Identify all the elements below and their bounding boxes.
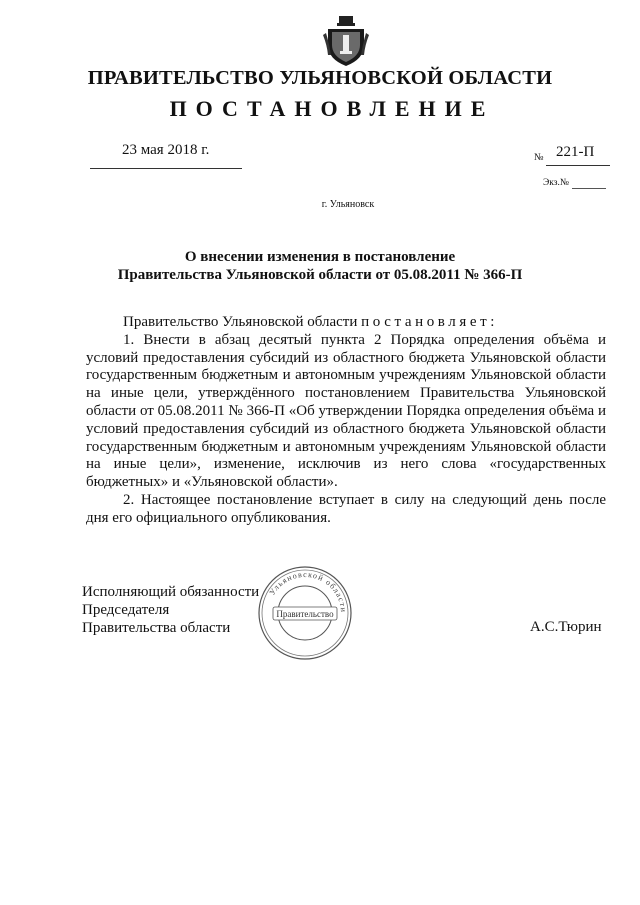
official-seal-stamp-icon <box>257 565 353 661</box>
preamble <box>86 314 606 332</box>
preamble-text: Правительство Ульяновской области <box>123 314 362 330</box>
stamp-ring-text: Ульяновской области <box>267 569 349 614</box>
signatory-position <box>82 583 259 637</box>
copy-number-underline <box>572 188 606 189</box>
date-underline <box>90 168 242 169</box>
document-date: 23 мая 2018 г. <box>122 142 210 158</box>
signatory-name: А.С.Тюрин <box>530 619 602 635</box>
coat-of-arms-icon <box>323 15 369 67</box>
number-sign: № <box>534 152 544 163</box>
document-type-title: ПОСТАНОВЛЕНИЕ <box>169 96 495 121</box>
document-body <box>86 314 606 528</box>
signatory-line-2: Председателя <box>82 602 170 618</box>
signatory-line-1: Исполняющий обязанности <box>82 584 260 600</box>
document-subject <box>0 248 640 284</box>
signatory-line-3: Правительства области <box>82 620 231 636</box>
document-number: 221-П <box>556 144 595 160</box>
stamp-center-text: Правительство <box>276 609 334 619</box>
subject-line-1: О внесении изменения в постановление <box>184 249 456 265</box>
paragraph-2: 2. Настоящее постановление вступает в силу на следующий день после дня его официального опубликования. <box>86 491 606 526</box>
city-label: г. Ульяновск <box>321 199 375 210</box>
paragraph-1: 1. Внести в абзац десятый пункта 2 Порядка определения объёма и условий предоставления субсидий из областного бюджета Ульяновской области государственным бюджетным и автономным учреждениям Ульяновской области на иные цели, утверждённого постановлением Правительства Ульяновской области от 05.08.2011 № 366-П «Об утверждении Порядка определения объёма и условий предоставления субсидий из областного бюджета Ульяновской области государственным бюджетным и автономным учреждениям Ульяновской области на иные цели», изменение, исключив из него слова «государственных бюджетных» и «Ульяновской области». <box>86 331 606 491</box>
preamble-verb: постановляет: <box>361 314 499 330</box>
subject-line-2: Правительства Ульяновской области от 05.08.2011 № 366-П <box>117 267 523 283</box>
government-title: ПРАВИТЕЛЬСТВО УЛЬЯНОВСКОЙ ОБЛАСТИ <box>87 67 553 89</box>
number-underline <box>546 165 610 166</box>
copy-number-label: Экз.№ <box>543 178 569 188</box>
